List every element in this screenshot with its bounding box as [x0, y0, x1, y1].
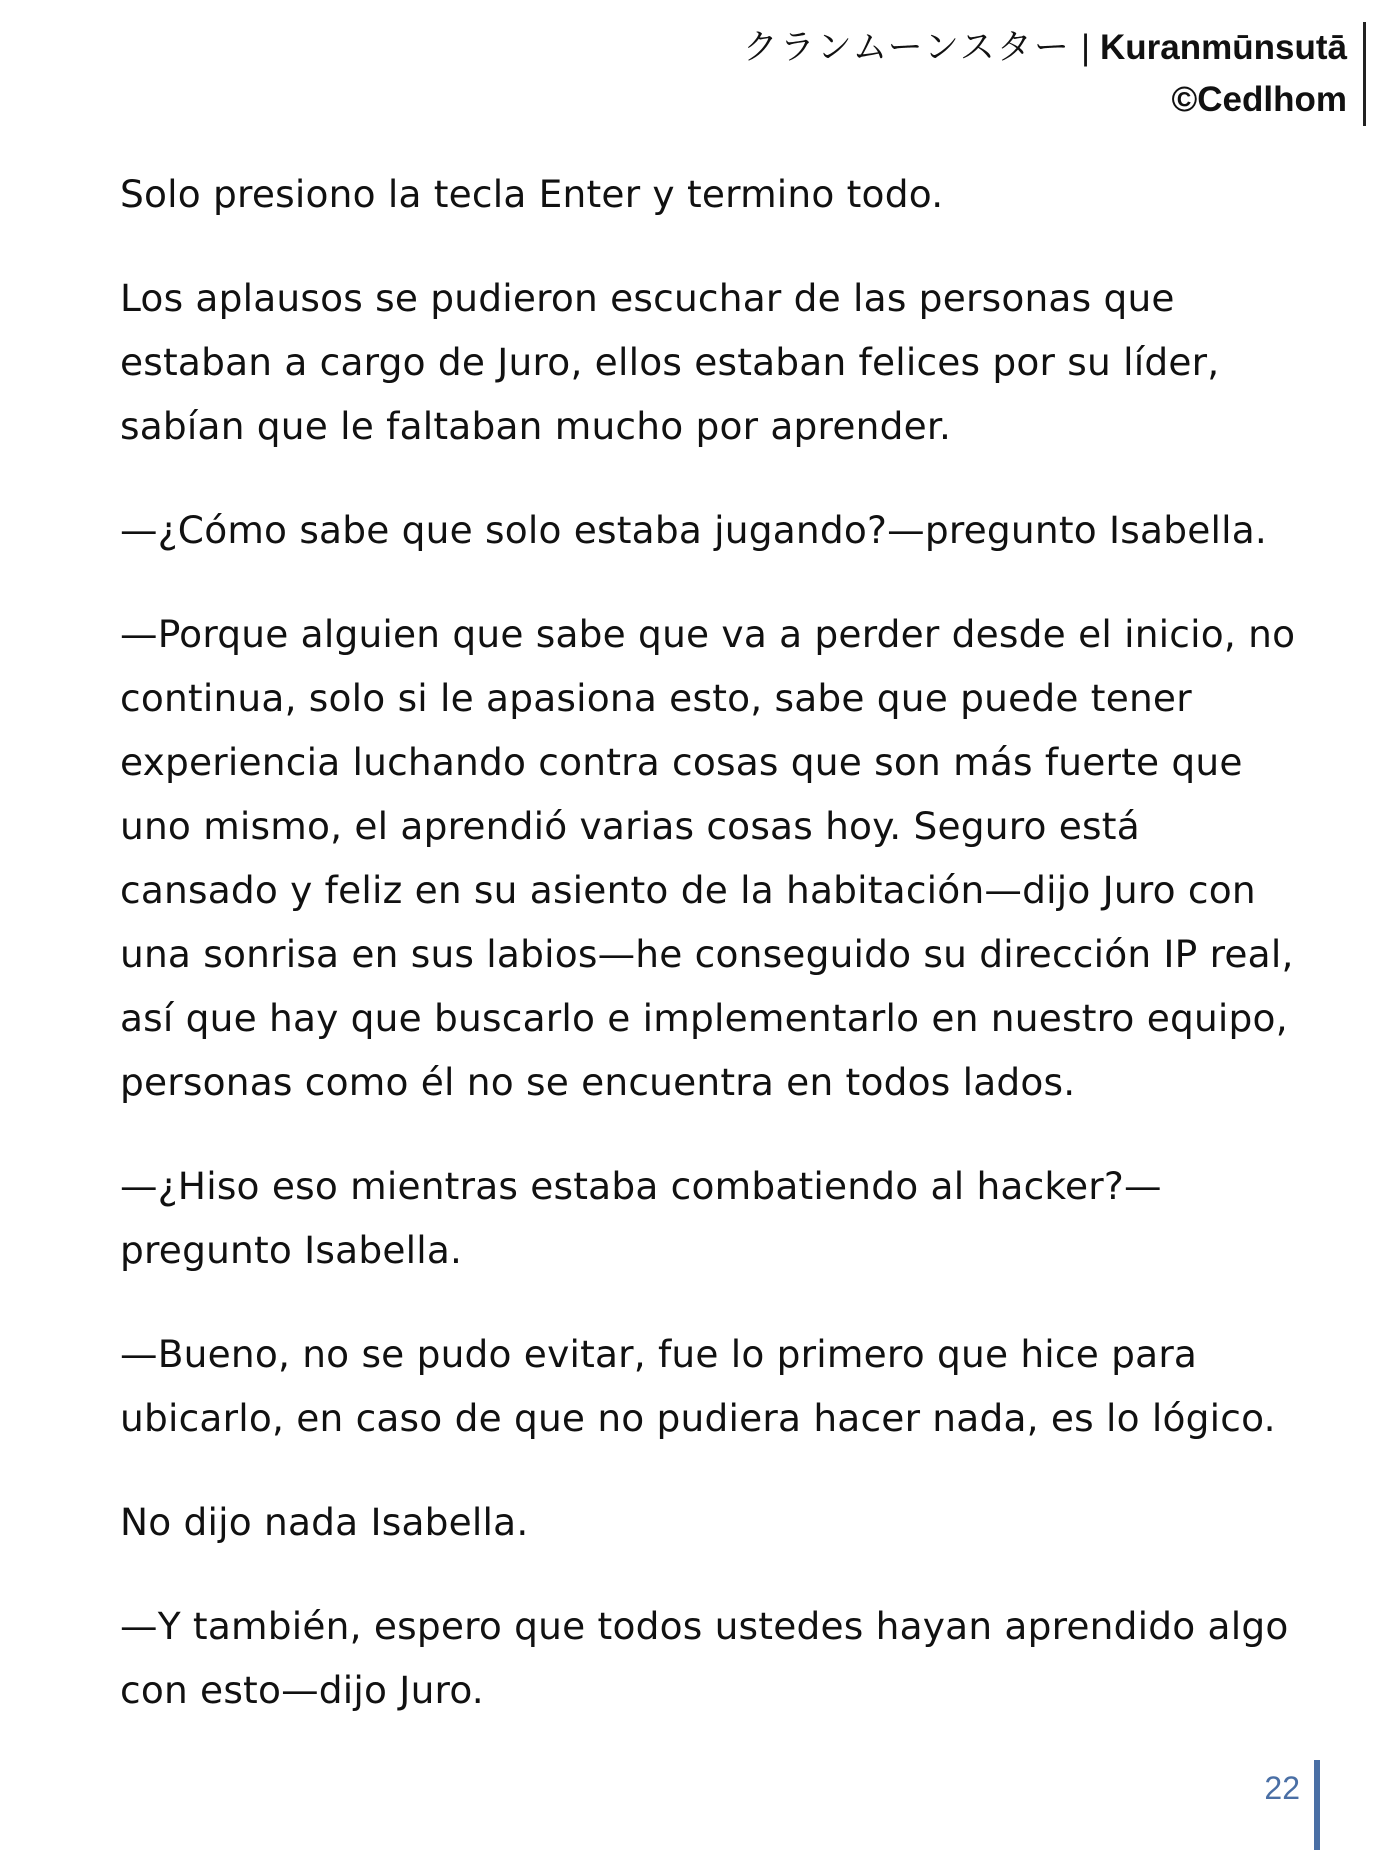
page-number: 22: [1264, 1770, 1300, 1806]
header-copyright: ©Cedlhom: [1171, 80, 1347, 119]
page-footer: [1264, 1760, 1320, 1850]
header-title-romaji: Kuranmūnsutā: [1100, 28, 1347, 67]
paragraph-1: Solo presiono la tecla Enter y termino todo.: [120, 172, 944, 216]
footer-accent-rule: [1314, 1760, 1320, 1850]
paragraph-5: —¿Hiso eso mientras estaba combatiendo al hacker?—pregunto Isabella.: [120, 1164, 1162, 1272]
page-body: [120, 162, 1300, 1762]
paragraph-6: —Bueno, no se pudo evitar, fue lo primero que hice para ubicarlo, en caso de que no pudiera hacer nada, es lo lógico.: [120, 1332, 1276, 1440]
paragraph-8: —Y también, espero que todos ustedes hayan aprendido algo con esto—dijo Juro.: [120, 1604, 1289, 1712]
header-separator: |: [1080, 28, 1091, 67]
paragraph-4: —Porque alguien que sabe que va a perder desde el inicio, no continua, solo si le apasiona esto, sabe que puede tener experiencia luchando contra cosas que son más fuerte que uno mismo, el aprendió varias cosas hoy. Seguro está cansado y feliz en su asiento de la habitación—dijo Juro con una sonrisa en sus labios—he conseguido su dirección IP real, así que hay que buscarlo e implementarlo en nuestro equipo, personas como él no se encuentra en todos lados.: [120, 612, 1296, 1104]
header-title-japanese: クランムーンスター: [742, 28, 1071, 68]
paragraph-3: —¿Cómo sabe que solo estaba jugando?—pregunto Isabella.: [120, 508, 1268, 552]
page-header: [743, 22, 1366, 126]
header-title-line: [743, 22, 1347, 74]
paragraph-2: Los aplausos se pudieron escuchar de las personas que estaban a cargo de Juro, ellos estaban felices por su líder, sabían que le faltaban mucho por aprender.: [120, 276, 1220, 448]
paragraph-7: No dijo nada Isabella.: [120, 1500, 529, 1544]
